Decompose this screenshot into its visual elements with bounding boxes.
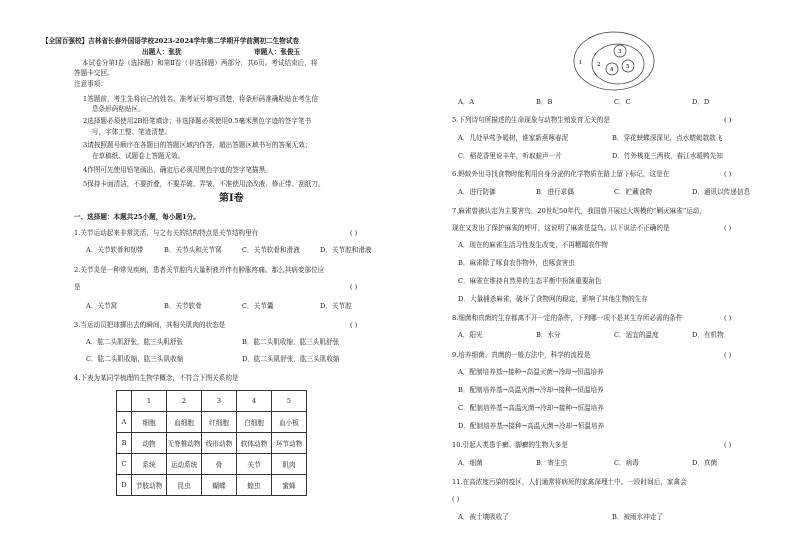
table-cell: A	[117, 412, 132, 433]
q11-option-a: A．被土壤吸收了	[458, 513, 509, 521]
q9-option-c: C．配制培养基→高温灭菌→冷却→接种→恒温培养	[458, 404, 604, 412]
table-cell: 5	[272, 391, 307, 412]
q1-option-c: C．关节软骨和滑液	[242, 246, 300, 254]
table-cell: 4	[237, 391, 272, 412]
intro-line: 写，字体工整、笔迹清楚。	[92, 128, 172, 136]
venn-label: 4	[610, 67, 614, 73]
q10-stem: 10.引起人类患手癣、脚癣的生物大多是	[452, 441, 568, 449]
q1-option-a: A．关节软骨和韧带	[86, 246, 144, 254]
q5-stem: 5.下列诗句所描述的生命现象与动物生殖发育无关的是	[452, 116, 610, 124]
table-cell: 1	[132, 391, 167, 412]
intro-line: 3请按照题号顺序在各题目的答题区域内作答，超出答题区域书写的答案无效；	[83, 141, 312, 149]
table-cell: D	[117, 475, 132, 496]
answer-blank: ( )	[452, 495, 460, 503]
answer-blank: ( )	[724, 351, 732, 359]
section-title: 第Ⅰ卷	[219, 193, 244, 204]
q2-option-d: D．关节腔	[320, 302, 352, 310]
concept-table	[116, 390, 307, 496]
answer-blank: ( )	[724, 224, 732, 232]
table-cell: 肌肉	[272, 454, 307, 475]
part-title: 一、选择题：本题共25小题，每小题1分。	[74, 213, 200, 221]
q7-option-d: D．大量捕杀麻雀，破坏了食物网的稳定，影响了其他生物的生存	[458, 295, 648, 303]
q9-option-b: B．配制培养基→高温灭菌→冷却→接种→恒温培养	[458, 386, 604, 394]
q1-option-b: B．关节头和关节窝	[164, 246, 222, 254]
table-cell: 环节动物	[272, 433, 307, 454]
q4-option-c: C．C	[614, 98, 631, 106]
q8-option-a: A．阳光	[458, 331, 483, 339]
table-cell: 蜜蜂	[272, 475, 307, 496]
table-cell: 蝴蝶	[202, 475, 237, 496]
table-cell: 运动系统	[167, 454, 202, 475]
q9-option-a: A．配制培养基→接种→高温灭菌→冷却→恒温培养	[458, 368, 604, 376]
venn-label: 3	[618, 49, 622, 55]
table-cell: 骨	[202, 454, 237, 475]
q11-stem: 11.在高浓度污染的疫区，人们通常将病死的家禽深埋土中。一段时间后，家禽会	[452, 478, 687, 486]
q7-stem-cont: 现在又发出了保护麻雀的呼吁，这说明了麻雀是益鸟。以下说法不正确的是	[452, 224, 670, 232]
q10-option-d: D．真菌	[692, 459, 718, 467]
answer-blank: ( )	[724, 116, 732, 124]
table-cell: 线形动物	[202, 433, 237, 454]
intro-line: 答题卡交回。	[74, 69, 114, 77]
q2-option-a: A．关节窝	[86, 302, 118, 310]
answer-blank: ( )	[724, 314, 732, 322]
q10-option-a: A．细菌	[458, 459, 483, 467]
table-row	[117, 433, 307, 454]
q7-option-b: B．麻雀除了啄食农作物外，也啄食害虫	[458, 259, 575, 267]
q9-option-d: D．配制培养基→接种→高温灭菌→冷却→恒温培养	[458, 422, 605, 430]
q2-option-c: C．关节囊	[242, 302, 274, 310]
table-cell: 2	[167, 391, 202, 412]
answer-blank: ( )	[724, 441, 732, 449]
q2-stem-cont: 是	[74, 283, 81, 291]
q8-option-c: C．适宜的温度	[614, 331, 659, 339]
table-cell: 动物	[132, 433, 167, 454]
q5-option-b: B．穿花蛱蝶深深见，点水蜻蜓款款飞	[612, 134, 723, 142]
q9-stem: 9.培养细菌、真菌的一般方法中，科学的流程是	[452, 351, 591, 359]
table-cell: 软体动物	[237, 433, 272, 454]
q6-option-c: C．贮藏食物	[614, 188, 653, 196]
q8-stem: 8.细菌和真菌的生存都离不开一定的条件，下列哪一项不是其生存所必需的条件	[452, 314, 683, 322]
q3-option-a: A．肱二头肌舒张，肱三头肌舒张	[86, 338, 184, 346]
q8-option-b: B．水分	[536, 331, 561, 339]
paper-title	[42, 37, 299, 45]
q8-option-d: D．有机物	[692, 331, 724, 339]
author: 出题人：张犹	[142, 48, 182, 56]
table-cell: 关节	[237, 454, 272, 475]
table-cell: 无脊椎动物	[167, 433, 202, 454]
q6-option-a: A．进行防御	[458, 188, 496, 196]
table-row	[117, 454, 307, 475]
intro-line: 息条形码粘贴区。	[92, 105, 145, 113]
table-cell: B	[117, 433, 132, 454]
table-cell: 细胞	[132, 412, 167, 433]
q6-stem: 6.蚂蚁外出寻找食物时能利用自身分泌的化学物质在路上留下标记，这是在	[452, 170, 670, 178]
table-header-row	[117, 391, 307, 412]
q1-option-d: D．关节腔和滑液	[320, 246, 372, 254]
intro-line: 2选择题必须使用2B铅笔填涂；非选择题必须使用0.5毫米黑色字迹的签字笔书	[83, 117, 312, 125]
q1-stem: 1.关节运动起来非常灵活，与之有关的结构特点是关节结构里有	[74, 229, 259, 237]
title-badge: 【全国百强校】	[42, 37, 89, 45]
q2-stem: 2.关节炎是一种常见疾病，患者关节腔内大量积液并伴有肿胀疼痛。那么其病变部位应	[74, 266, 325, 274]
table-cell: 白细胞	[237, 412, 272, 433]
nested-circles-diagram	[572, 30, 656, 92]
venn-label: 5	[626, 64, 630, 70]
q7-option-a: A．现在的麻雀生活习性发生改变，不再糟蹋农作物	[458, 241, 608, 249]
table-row	[117, 412, 307, 433]
q6-option-d: D．通讯以传递信息	[692, 188, 751, 196]
q11-option-b: B．被雨水冲走了	[612, 513, 664, 521]
q7-option-c: C．麻雀在维持自然界的生态平衡中扮演重要角色	[458, 277, 602, 285]
table-cell: 血细胞	[167, 412, 202, 433]
answer-blank: ( )	[350, 229, 358, 237]
table-cell: 血小板	[272, 412, 307, 433]
table-cell	[117, 391, 132, 412]
q3-option-d: D．肱二头肌舒张，肱三头肌收缩	[242, 355, 340, 363]
q3-option-c: C．肱二头肌收缩，肱三头肌收缩	[86, 355, 184, 363]
table-cell: 蝗虫	[237, 475, 272, 496]
q3-stem: 3.当运动员把球掷出去的瞬间，其相关肌肉的状态是	[74, 321, 226, 329]
table-cell: C	[117, 454, 132, 475]
answer-blank: ( )	[350, 283, 358, 291]
intro-line: 在草稿纸、试题卷上答题无效。	[92, 152, 185, 160]
venn-label: 2	[597, 62, 601, 68]
q10-option-c: C．病毒	[614, 459, 639, 467]
table-cell: 昆虫	[167, 475, 202, 496]
circle-1	[574, 32, 654, 90]
q4-option-a: A．A	[458, 98, 475, 106]
q4-stem: 4.下表为某同学梳理的生物学概念，不符合下图关系的是	[74, 374, 239, 382]
table-cell: 系统	[132, 454, 167, 475]
venn-label: 1	[579, 60, 583, 66]
q2-option-b: B．关节软骨	[164, 302, 202, 310]
title-text: 吉林省长春外国语学校2023-2024学年第二学期开学前测初二生物试卷	[88, 37, 300, 45]
q5-option-c: C．稻花香里说丰年，听取蛙声一片	[458, 152, 562, 160]
intro-line: 4作图可先使用铅笔画出，确定后必须用黑色字迹的签字笔描黑。	[83, 166, 272, 174]
q5-option-d: D．竹外桃花三两枝，春江水暖鸭先知	[612, 152, 723, 160]
reviewer: 审题人：张俊玉	[254, 48, 301, 56]
q3-option-b: B．肱二头肌收缩，肱三头肌舒张	[242, 338, 340, 346]
table-row	[117, 475, 307, 496]
answer-blank: ( )	[724, 170, 732, 178]
q7-stem: 7.麻雀曾被认定为主要害鸟，20世纪50年代，我国曾开展过大规模的“剿灭麻雀”运动，	[452, 207, 706, 215]
q6-option-b: B．进行求偶	[536, 188, 574, 196]
intro-line: 注意事项：	[74, 80, 107, 88]
table-cell: 3	[202, 391, 237, 412]
q4-option-b: B．B	[536, 98, 553, 106]
intro-line: 5保持卡面清洁，不要折叠，不要弄破、弄皱，不准使用涂改液、修正带、刮纸刀。	[83, 180, 325, 188]
table-cell: 红细胞	[202, 412, 237, 433]
table-cell: 节肢动物	[132, 475, 167, 496]
answer-blank: ( )	[350, 321, 358, 329]
q10-option-b: B．寄生虫	[536, 459, 568, 467]
q5-option-a: A．几处早莺争暖树，谁家新燕啄春泥	[458, 134, 569, 142]
intro-line: 1答题前，考生先将自己的姓名、准考证号填写清楚，将条形码准确粘贴在考生信	[83, 95, 318, 103]
q4-option-d: D．D	[692, 98, 710, 106]
intro-line: 本试卷分第Ⅰ卷（选择题）和第Ⅱ卷（非选择题）两部分，共6页。考试结束后，将	[82, 59, 318, 67]
